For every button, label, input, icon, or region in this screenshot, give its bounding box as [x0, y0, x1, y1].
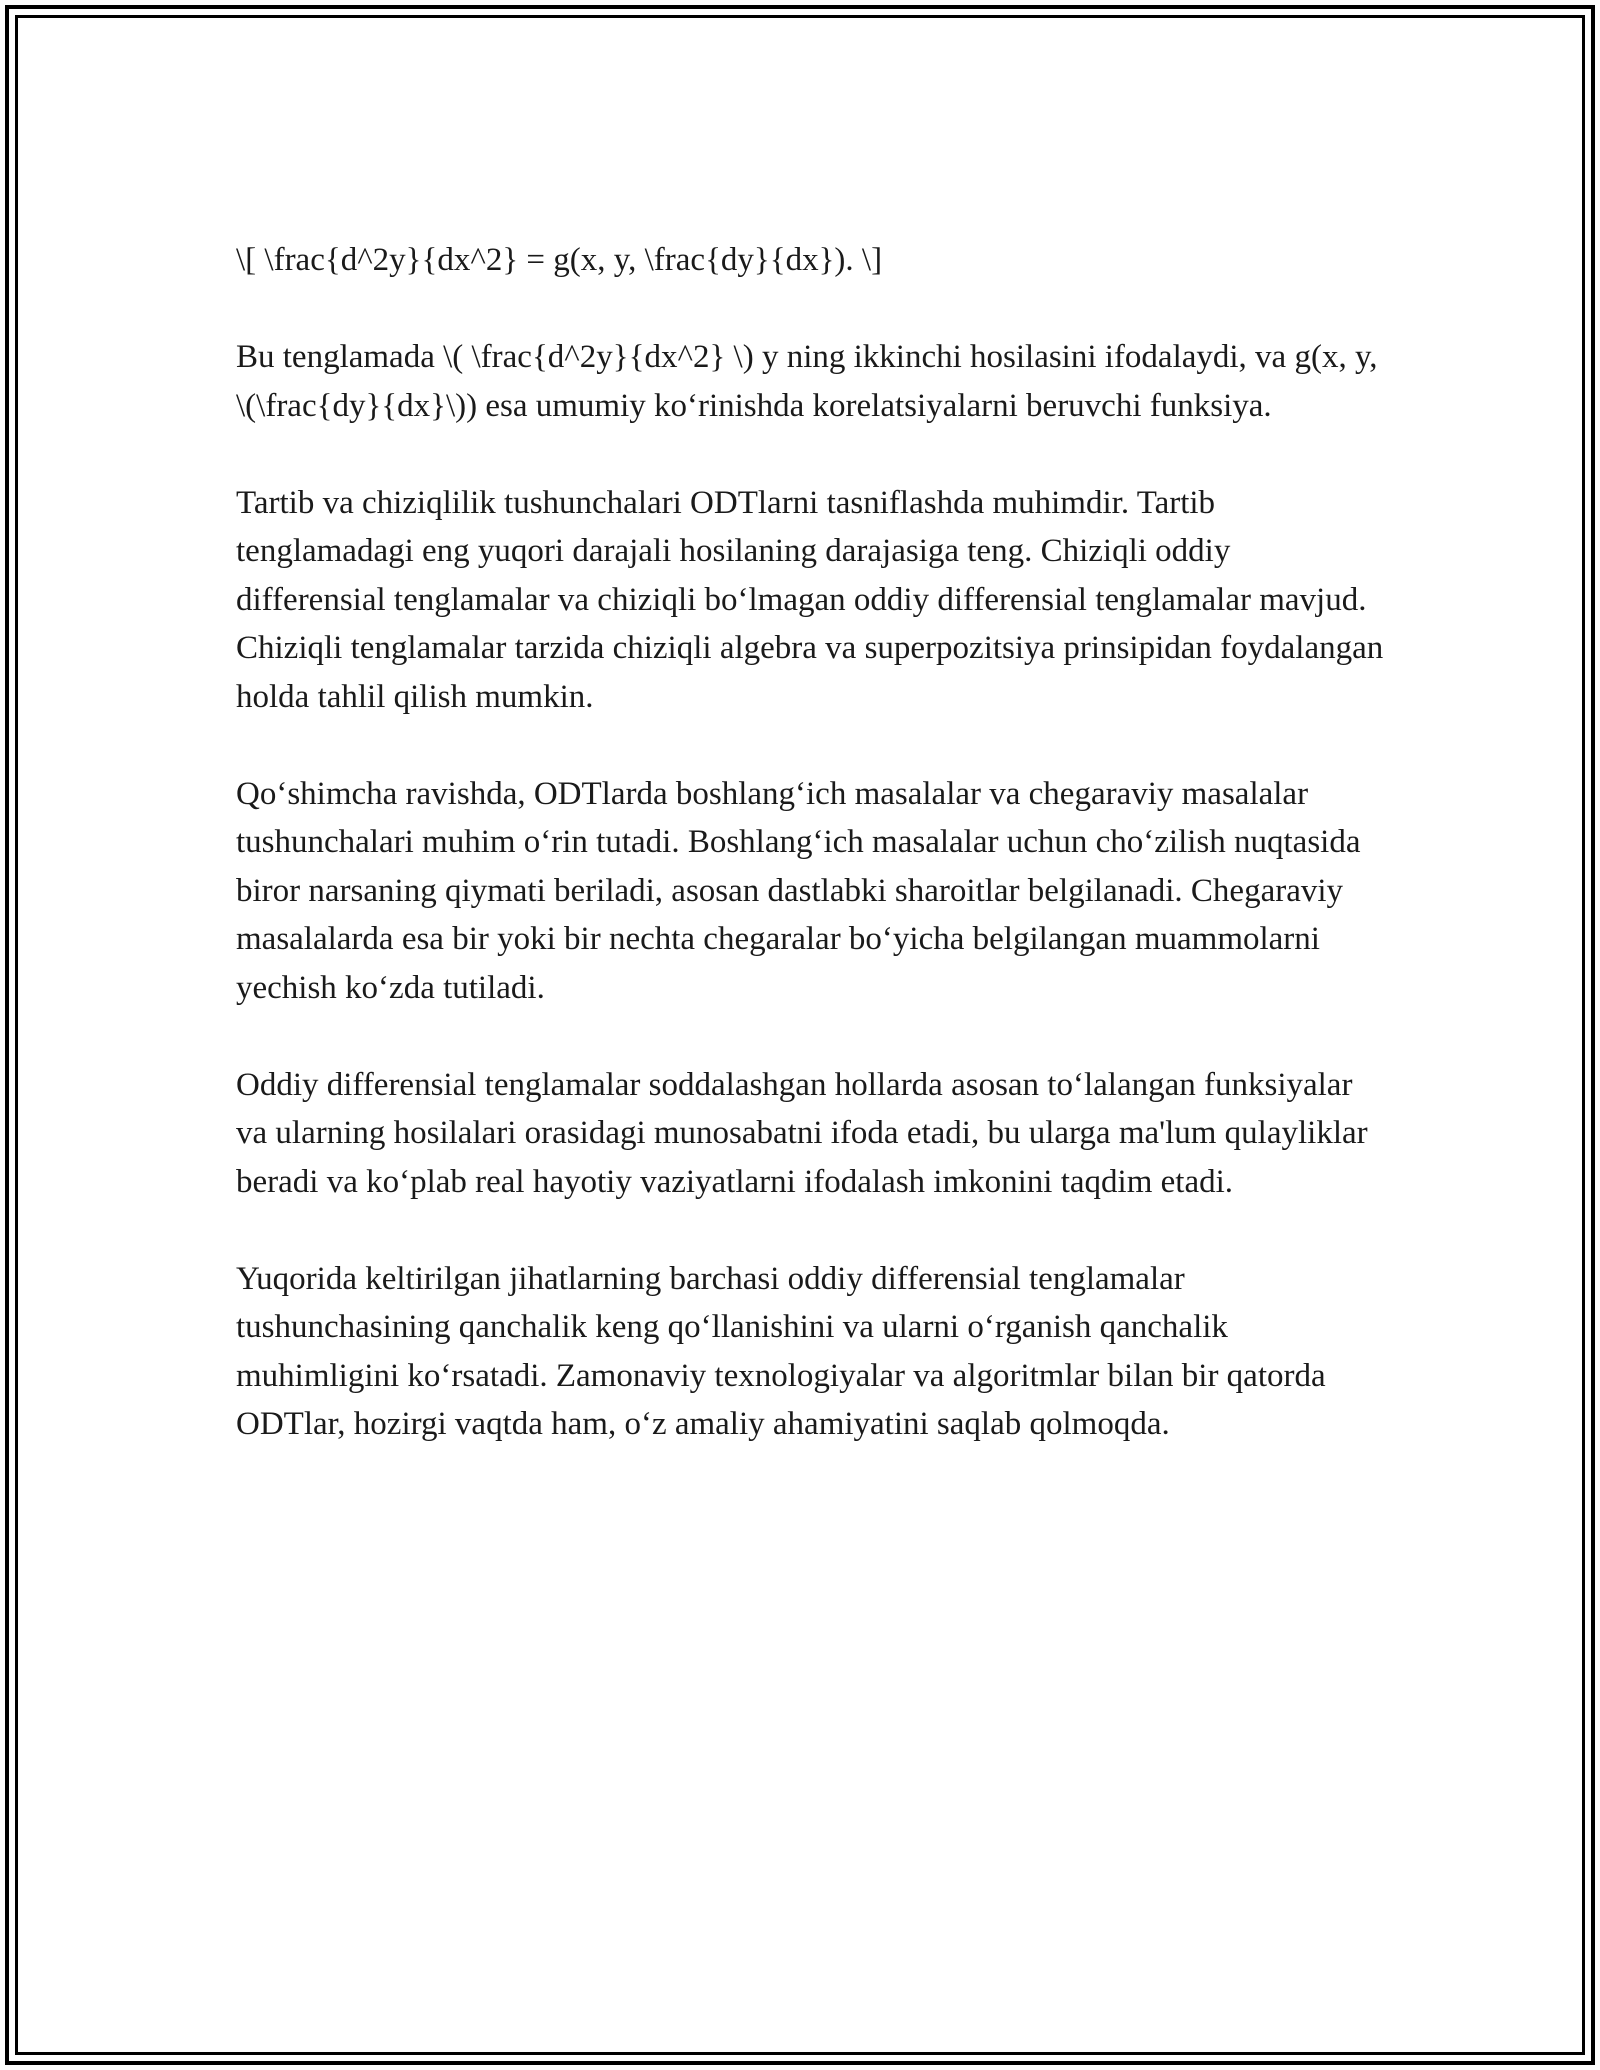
paragraph-second-derivative: Bu tenglamada \( \frac{d^2y}{dx^2} \) y ning ikkinchi hosilasini ifodalaydi, va g(x, y, \(\frac{dy}{dx}\)) esa umumiy ko‘rinishda korelatsiyalarni beruvchi funksiya. [236, 339, 1378, 424]
paragraph-conclusion: Yuqorida keltirilgan jihatlarning barchasi oddiy differensial tenglamalar tushunchasining qanchalik keng qo‘llanishini va ularni o‘rganish qanchalik muhimligini ko‘rsatadi. Zamonaviy texnologiyalar va algoritmlar bilan bir qatorda ODTlar, hozirgi vaqtda ham, o‘z amaliy ahamiyatini saqlab qolmoqda. [236, 1260, 1326, 1442]
paragraph-initial-boundary: Qo‘shimcha ravishda, ODTlarda boshlang‘ich masalalar va chegaraviy masalalar tushunchalari muhim o‘rin tutadi. Boshlang‘ich masalalar uchun cho‘zilish nuqtasida biror narsaning qiymati beriladi, asosan dastlabki sharoitlar belgilanadi. Chegaraviy masalalarda esa bir yoki bir nechta chegaralar bo‘yicha belgilangan muammolarni yechish ko‘zda tutiladi. [236, 775, 1361, 1006]
equation-paragraph: \[ \frac{d^2y}{dx^2} = g(x, y, \frac{dy}{dx}). \] [236, 242, 883, 278]
paragraph-order-linearity: Tartib va chiziqlilik tushunchalari ODTlarni tasniflashda muhimdir. Tartib tenglamadagi eng yuqori darajali hosilaning darajasiga teng. Chiziqli oddiy differensial tenglamalar va chiziqli bo‘lmagan oddiy differensial tenglamalar mavjud. Chiziqli tenglamalar tarzida chiziqli algebra va superpozitsiya prinsipidan foydalangan holda tahlil qilish mumkin. [236, 484, 1384, 715]
paragraph-simplified-cases: Oddiy differensial tenglamalar soddalashgan hollarda asosan to‘lalangan funksiyalar va ularning hosilalari orasidagi munosabatni ifoda etadi, bu ularga ma'lum qulayliklar beradi va ko‘plab real hayotiy vaziyatlarni ifodalash imkonini taqdim etadi. [236, 1066, 1368, 1200]
document-body [236, 236, 1386, 1497]
